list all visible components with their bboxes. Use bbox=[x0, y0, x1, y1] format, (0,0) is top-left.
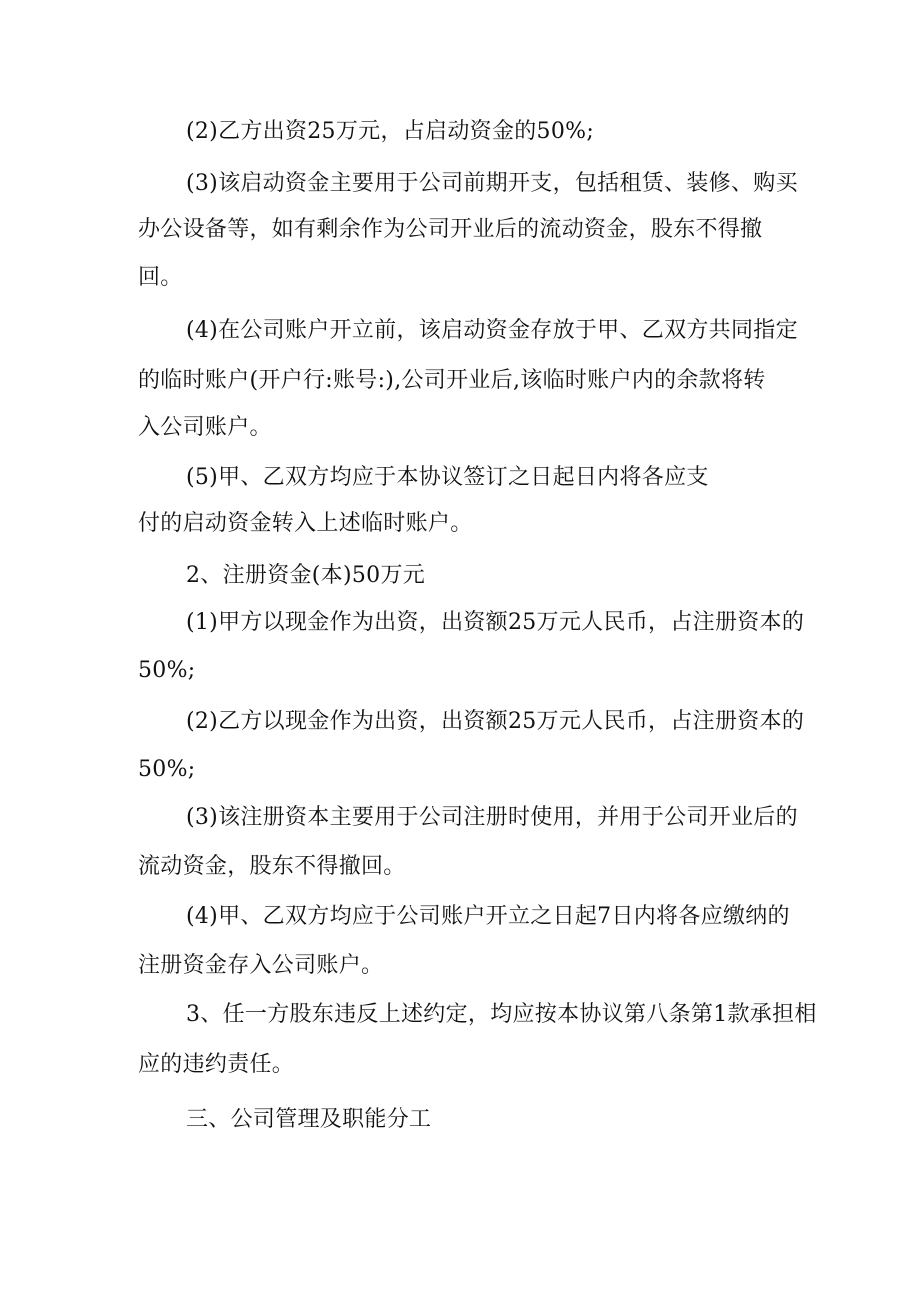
section-heading: 三、公司管理及职能分工 bbox=[186, 1107, 432, 1132]
paragraph-line: 入公司账户。 bbox=[138, 415, 272, 440]
paragraph-line: 流动资金，股东不得撤回。 bbox=[138, 854, 406, 879]
paragraph-line: (3)该启动资金主要用于公司前期开支，包括租赁、装修、购买 bbox=[186, 171, 798, 196]
paragraph-line: 50%; bbox=[138, 658, 196, 683]
paragraph-line: 50%; bbox=[138, 757, 196, 782]
paragraph-line: (1)甲方以现金作为出资，出资额25万元人民币，占注册资本的 bbox=[186, 610, 805, 635]
paragraph-line: (4)在公司账户开立前，该启动资金存放于甲、乙双方共同指定 bbox=[186, 318, 798, 343]
paragraph-line: (4)甲、乙双方均应于公司账户开立之日起7日内将各应缴纳的 bbox=[186, 904, 790, 929]
paragraph-line: 的临时账户(开户行:账号:),公司开业后,该临时账户内的余款将转 bbox=[138, 368, 766, 393]
paragraph-line: 回。 bbox=[138, 265, 183, 290]
paragraph-line: (5)甲、乙双方均应于本协议签订之日起日内将各应支 bbox=[186, 465, 709, 490]
paragraph-line: 付的启动资金转入上述临时账户。 bbox=[138, 511, 473, 536]
paragraph-line: 办公设备等，如有剩余作为公司开业后的流动资金，股东不得撤 bbox=[138, 217, 763, 242]
paragraph-line: 应的违约责任。 bbox=[138, 1052, 295, 1077]
paragraph-line: (3)该注册资本主要用于公司注册时使用，并用于公司开业后的 bbox=[186, 805, 798, 830]
paragraph-line: 注册资金存入公司账户。 bbox=[138, 953, 384, 978]
section-heading: 2、注册资金(本)50万元 bbox=[186, 563, 426, 588]
paragraph-line: 3、任一方股东违反上述约定，均应按本协议第八条第1款承担相 bbox=[186, 1002, 817, 1027]
paragraph-line: (2)乙方以现金作为出资，出资额25万元人民币，占注册资本的 bbox=[186, 709, 805, 734]
paragraph-line: (2)乙方出资25万元，占启动资金的50%; bbox=[186, 119, 595, 144]
